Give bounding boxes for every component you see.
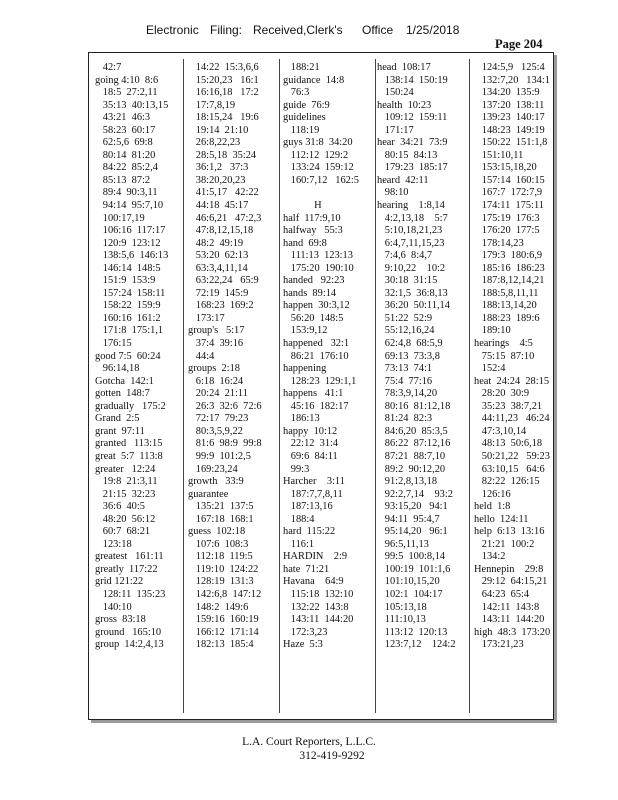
index-entry-line: 94:14 95:7,10 [95,200,164,212]
index-entry-line: guide 76:9 [283,99,330,111]
index-entry-line: 5:10,18,21,23 [377,225,443,237]
column-divider [279,59,280,713]
index-entry-line: 18:15,24 19:6 [188,112,259,124]
stamp-word: Filing: [210,23,243,37]
index-entry-line: 120:9 123:12 [95,237,161,249]
index-entry-line: 38:20,20,23 [188,174,246,186]
index-entry-line: great 5:7 113:8 [95,450,163,462]
index-entry-line: Gotcha 142:1 [95,375,154,387]
index-entry-line: 80:15 84:13 [377,149,438,161]
reporter-footer [0,735,618,763]
index-entry-line: greatest 161:11 [95,551,164,563]
index-entry-line: 42:7 [95,62,122,73]
column-divider [469,59,470,713]
index-entry-line: 187:7,7,8,11 [283,488,343,500]
index-entry-line: 46:6,21 47:2,3 [188,212,262,224]
index-entry-line: 20:24 21:11 [188,388,248,400]
index-entry-line: 95:14,20 96:1 [377,526,448,538]
index-entry-line: 26:3 32:6 72:6 [188,400,262,412]
index-column-3 [283,62,372,713]
index-entry-line: 115:18 132:10 [283,588,354,600]
index-entry-line: 72:17 79:23 [188,413,249,425]
stamp-date: 1/25/2018 [406,23,460,37]
index-entry-line: 84:22 85:2,4 [95,162,158,174]
reporter-name: L.A. Court Reporters, L.L.C. [242,736,376,748]
index-entry-line: 157:14 160:15 [474,174,545,186]
index-entry-line: 148:2 149:6 [188,601,249,613]
index-entry-line: guidance 14:8 [283,74,345,86]
index-entry-line: 18:5 27:2,11 [95,87,158,99]
index-entry-line: 28:5,18 35:24 [188,149,257,161]
index-entry-line: 92:2,7,14 93:2 [377,488,453,500]
index-entry-line: 32:1,5 36:8,13 [377,287,448,299]
index-entry-line: grant 97:11 [95,425,145,437]
index-entry-line: granted 113:15 [95,438,163,450]
index-entry-line: high 48:3 173:20 [474,626,551,638]
column-divider [183,59,184,713]
index-entry-line: 45:16 182:17 [283,400,349,412]
index-entry-line: 72:19 145:9 [188,287,249,299]
index-entry-line: 140:10 [95,601,132,613]
index-entry-line: 48:20 56:12 [95,513,156,525]
index-entry-line: 30:18 31:15 [377,275,438,287]
index-entry-line: 84:6,20 85:3,5 [377,425,448,437]
index-entry-line: 44:18 45:17 [188,200,249,212]
index-entry-line: 119:10 124:22 [188,563,259,575]
index-entry-line: 96:5,11,13 [377,538,429,550]
index-entry-line: 75:4 77:16 [377,375,433,387]
index-entry-line: 150:22 151:1,8 [474,137,548,149]
index-entry-line: 100:19 101:1,6 [377,563,451,575]
index-entry-line: held 1:8 [474,501,511,513]
index-entry-line: happens 41:1 [283,388,344,400]
index-entry-line: growth 33:9 [188,476,244,488]
index-entry-line: 142:6,8 147:12 [188,588,262,600]
index-entry-line: 89:4 90:3,11 [95,187,158,199]
index-entry-line: 188:4 [283,513,315,525]
index-entry-line: gotten 148:7 [95,388,150,400]
index-entry-line: 99:3 [283,463,310,475]
word-index-frame [88,52,554,720]
index-column-5 [474,62,552,713]
index-entry-line: hearing 1:8,14 [377,200,445,212]
index-entry-line: 175:19 176:3 [474,212,540,224]
index-entry-line: 56:20 148:5 [283,312,344,324]
index-entry-line: 132:7,20 134:1 [474,74,550,86]
index-entry-line: 47:3,10,14 [474,425,527,437]
index-entry-line: 35:23 38:7,21 [474,400,543,412]
index-entry-line: 80:16 81:12,18 [377,400,451,412]
index-entry-line: 62:5,6 69:8 [95,137,153,149]
index-entry-line: 159:16 160:19 [188,614,259,626]
index-entry-line: guys 31:8 34:20 [283,137,353,149]
index-entry-line: 179:3 180:6,9 [474,250,543,262]
index-entry-line: 63:3,4,11,14 [188,262,248,274]
index-entry-line: 21:15 32:23 [95,488,156,500]
index-entry-line: 9:10,22 10:2 [377,262,446,274]
index-entry-line: 19:14 21:10 [188,124,249,136]
index-entry-line: 139:23 140:17 [474,112,545,124]
index-entry-line: 105:13,18 [377,601,427,613]
index-entry-line: heard 42:11 [377,174,429,186]
index-entry-line: 112:18 119:5 [188,551,253,563]
index-entry-line: 128:23 129:1,1 [283,375,357,387]
index-entry-line: 96:14,18 [95,363,140,375]
index-entry-line: hearings 4:5 [474,338,533,350]
index-entry-line: 142:11 143:8 [474,601,540,613]
index-entry-line: 28:20 30:9 [474,388,530,400]
index-entry-line: greatly 117:22 [95,563,158,575]
index-entry-line: 109:12 159:11 [377,112,448,124]
index-entry-line: 186:13 [283,413,320,425]
index-entry-line: 172:3,23 [283,626,328,638]
index-entry-line: 26:8,22,23 [188,137,241,149]
index-entry-line: 160:16 161:2 [95,312,161,324]
index-entry-line: 7:4,6 8:4,7 [377,250,433,262]
index-entry-line: half 117:9,10 [283,212,341,224]
index-entry-line: 138:14 150:19 [377,74,448,86]
index-entry-line: head 108:17 [377,62,431,73]
index-entry-line: 60:7 68:21 [95,526,151,538]
index-entry-line: Grand 2:5 [95,413,140,425]
index-entry-line: 73:13 74:1 [377,363,433,375]
index-entry-line: 99:9 101:2,5 [188,450,251,462]
index-entry-line: good 7:5 60:24 [95,350,161,362]
index-entry-line: 143:11 144:20 [283,614,354,626]
page-number: Page 204 [495,37,543,51]
stamp-word: Office [362,23,394,37]
index-entry-line: 93:15,20 94:1 [377,501,448,513]
index-entry-line: 178:14,23 [474,237,524,249]
index-entry-line: 188:13,14,20 [474,300,537,312]
index-entry-line: 44:11,23 46:24 [474,413,550,425]
index-entry-line: 176:20 177:5 [474,225,540,237]
index-entry-line: halfway 55:3 [283,225,343,237]
index-entry-line: 187:13,16 [283,501,333,513]
index-entry-line: 36:1,2 37:3 [188,162,249,174]
index-entry-line: 169:23,24 [188,463,238,475]
index-entry-line: 179:23 185:17 [377,162,448,174]
index-entry-line: HARDIN 2:9 [283,551,348,563]
index-entry-line: 69:13 73:3,8 [377,350,440,362]
index-entry-line: group 14:2,4,13 [95,639,164,651]
index-entry-line: 150:24 [377,87,414,99]
index-entry-line: happy 10:12 [283,425,338,437]
index-entry-line: 55:12,16,24 [377,325,435,337]
index-column-1 [95,62,179,713]
index-entry-line: happen 30:3,12 [283,300,350,312]
index-entry-line: 17:7,8,19 [188,99,236,111]
index-entry-line: hello 124:11 [474,513,529,525]
index-entry-line: health 10:23 [377,99,432,111]
index-entry-line: 4:2,13,18 5:7 [377,212,448,224]
index-entry-line: 106:16 117:17 [95,225,166,237]
index-entry-line: hand 69:8 [283,237,327,249]
index-entry-line: group's 5:17 [188,325,245,337]
index-entry-line: guess 102:18 [188,526,246,538]
index-entry-line: 47:8,12,15,18 [188,225,254,237]
index-entry-line: 63:22,24 65:9 [188,275,259,287]
index-entry-line: 85:13 87:2 [95,174,151,186]
index-entry-line: 182:13 185:4 [188,639,254,651]
index-entry-line: 135:21 137:5 [188,501,254,513]
index-entry-line: 116:1 [283,538,315,550]
index-entry-line: 167:7 172:7,9 [474,187,543,199]
index-entry-line: 48:2 49:19 [188,237,244,249]
index-entry-line: 22:12 31:4 [283,438,339,450]
index-entry-line: 102:1 104:17 [377,588,443,600]
index-entry-line: 143:11 144:20 [474,614,545,626]
stamp-word: Electronic [146,23,199,37]
index-entry-line: 166:12 171:14 [188,626,259,638]
index-entry-line: 41:5,17 42:22 [188,187,259,199]
index-entry-line: 171:17 [377,124,414,136]
index-entry-line: 36:20 50:11,14 [377,300,450,312]
index-entry-line: 76:3 [283,87,310,99]
column-divider [375,59,376,713]
index-entry-line: 98:10 [377,187,409,199]
index-entry-line: 152:4 [474,363,506,375]
index-entry-line: groups 2:18 [188,363,240,375]
index-entry-line: 124:5,9 125:4 [474,62,545,73]
index-entry-line: 111:13 123:13 [283,250,353,262]
index-entry-line: 173:17 [188,312,225,324]
index-entry-line: 153:15,18,20 [474,162,537,174]
index-entry-line: 173:21,23 [474,639,524,651]
index-entry-line: 80:14 81:20 [95,149,156,161]
index-entry-line: 176:15 [95,338,132,350]
index-entry-line: 188:5,8,11,11 [474,287,539,299]
index-entry-line: 64:23 65:4 [474,588,530,600]
index-entry-line: hate 71:21 [283,563,330,575]
index-entry-line: hands 89:14 [283,287,337,299]
index-entry-line: 123:7,12 124:2 [377,639,456,651]
index-entry-line: 53:20 62:13 [188,250,249,262]
index-entry-line: 134:20 135:9 [474,87,540,99]
index-entry-line: 14:22 15:3,6,6 [188,62,259,73]
reporter-phone: 312-419-9292 [299,750,365,762]
index-entry-line: 81:6 98:9 99:8 [188,438,262,450]
index-entry-line: 112:12 129:2 [283,149,349,161]
index-entry-line: 153:9,12 [283,325,328,337]
index-entry-line: 174:11 175:11 [474,200,544,212]
index-entry-line: 37:4 39:16 [188,338,244,350]
index-entry-line: gross 83:18 [95,614,146,626]
index-entry-line: 81:24 82:3 [377,413,433,425]
index-entry-line: hear 34:21 73:9 [377,137,448,149]
index-entry-line: 158:22 159:9 [95,300,161,312]
index-entry-line: 80:3,5,9,22 [188,425,243,437]
index-entry-line: 43:21 46:3 [95,112,151,124]
index-entry-line: 188:23 189:6 [474,312,540,324]
index-entry-line: 21:21 100:2 [474,538,535,550]
index-entry-line: 128:11 135:23 [95,588,166,600]
index-entry-line: 36:6 40:5 [95,501,145,513]
index-entry-line: 48:13 50:6,18 [474,438,543,450]
index-entry-line: 187:8,12,14,21 [474,275,545,287]
index-entry-line: 35:13 40:13,15 [95,99,169,111]
index-entry-line: 148:23 149:19 [474,124,545,136]
index-entry-line: Havana 64:9 [283,576,344,588]
index-entry-line: 132:22 143:8 [283,601,349,613]
index-entry-line: 188:21 [283,62,320,73]
index-entry-line: 137:20 138:11 [474,99,545,111]
index-entry-line: H [283,200,322,212]
index-entry-line: 128:19 131:3 [188,576,254,588]
index-entry-line: 75:15 87:10 [474,350,535,362]
index-entry-line: 16:16,18 17:2 [188,87,259,99]
index-entry-line: ground 165:10 [95,626,162,638]
index-entry-line: 146:14 148:5 [95,262,161,274]
index-entry-line: 44:4 [188,350,215,362]
index-entry-line: 58:23 60:17 [95,124,156,136]
index-entry-line: Haze 5:3 [283,639,323,651]
index-entry-line: 138:5,6 146:13 [95,250,169,262]
index-entry-line: 89:2 90:12,20 [377,463,446,475]
index-entry-line: happened 32:1 [283,338,350,350]
index-entry-line: handed 92:23 [283,275,345,287]
index-entry-line: 118:19 [283,124,320,136]
index-entry-line: help 6:13 13:16 [474,526,545,538]
index-entry-line: 134:2 [474,551,506,563]
index-entry-line: heat 24:24 28:15 [474,375,550,387]
index-entry-line: hard 115:22 [283,526,336,538]
index-entry-line: greater 12:24 [95,463,156,475]
index-entry-line: happening [283,363,327,375]
index-entry-line: gradually 175:2 [95,400,166,412]
stamp-word: Received,Clerk's [253,23,343,37]
index-entry-line: 160:7,12 162:5 [283,174,359,186]
index-entry-line: 189:10 [474,325,511,337]
index-entry-line: 151:10,11 [474,149,524,161]
index-entry-line: 101:10,15,20 [377,576,440,588]
index-entry-line: 111:10,13 [377,614,426,626]
index-entry-line: 99:5 100:8,14 [377,551,446,563]
index-entry-line: 86:22 87:12,16 [377,438,451,450]
index-entry-line: grid 121:22 [95,576,144,588]
index-entry-line: 6:18 16:24 [188,375,244,387]
index-entry-line: 107:6 108:3 [188,538,249,550]
index-entry-line: 87:21 88:7,10 [377,450,446,462]
index-entry-line: 63:10,15 64:6 [474,463,545,475]
index-entry-line: 15:20,23 16:1 [188,74,259,86]
index-column-4 [377,62,469,713]
index-entry-line: guarantee [188,488,229,500]
index-entry-line: 62:4,8 68:5,9 [377,338,443,350]
index-entry-line: 94:11 95:4,7 [377,513,440,525]
index-entry-line: 51:22 52:9 [377,312,433,324]
index-entry-line: 123:18 [95,538,132,550]
index-entry-line: 86:21 176:10 [283,350,349,362]
index-entry-line [283,187,372,200]
index-entry-line: Hennepin 29:8 [474,563,544,575]
index-entry-line: 151:9 153:9 [95,275,156,287]
index-entry-line: 175:20 190:10 [283,262,354,274]
index-entry-line: 126:16 [474,488,511,500]
index-entry-line: 133:24 159:12 [283,162,354,174]
index-entry-line: 171:8 175:1,1 [95,325,164,337]
index-entry-line: 168:23 169:2 [188,300,254,312]
index-entry-line: 100:17,19 [95,212,145,224]
index-entry-line: 50:21,22 59:23 [474,450,550,462]
index-entry-line: guidelines [283,112,326,124]
index-entry-line: going 4:10 8:6 [95,74,159,86]
index-entry-line: 157:24 158:11 [95,287,166,299]
index-entry-line: 91:2,8,13,18 [377,476,438,488]
index-entry-line: 69:6 84:11 [283,450,338,462]
index-entry-line: 167:18 168:1 [188,513,254,525]
index-entry-line: 78:3,9,14,20 [377,388,438,400]
index-column-2 [188,62,276,713]
index-entry-line: 19:8 21:3,11 [95,476,158,488]
index-entry-line: 6:4,7,11,15,23 [377,237,445,249]
index-entry-line: 113:12 120:13 [377,626,448,638]
index-entry-line: 82:22 126:15 [474,476,540,488]
index-entry-line: 29:12 64:15,21 [474,576,548,588]
index-entry-line: 185:16 186:23 [474,262,545,274]
index-entry-line: Harcher 3:11 [283,476,345,488]
